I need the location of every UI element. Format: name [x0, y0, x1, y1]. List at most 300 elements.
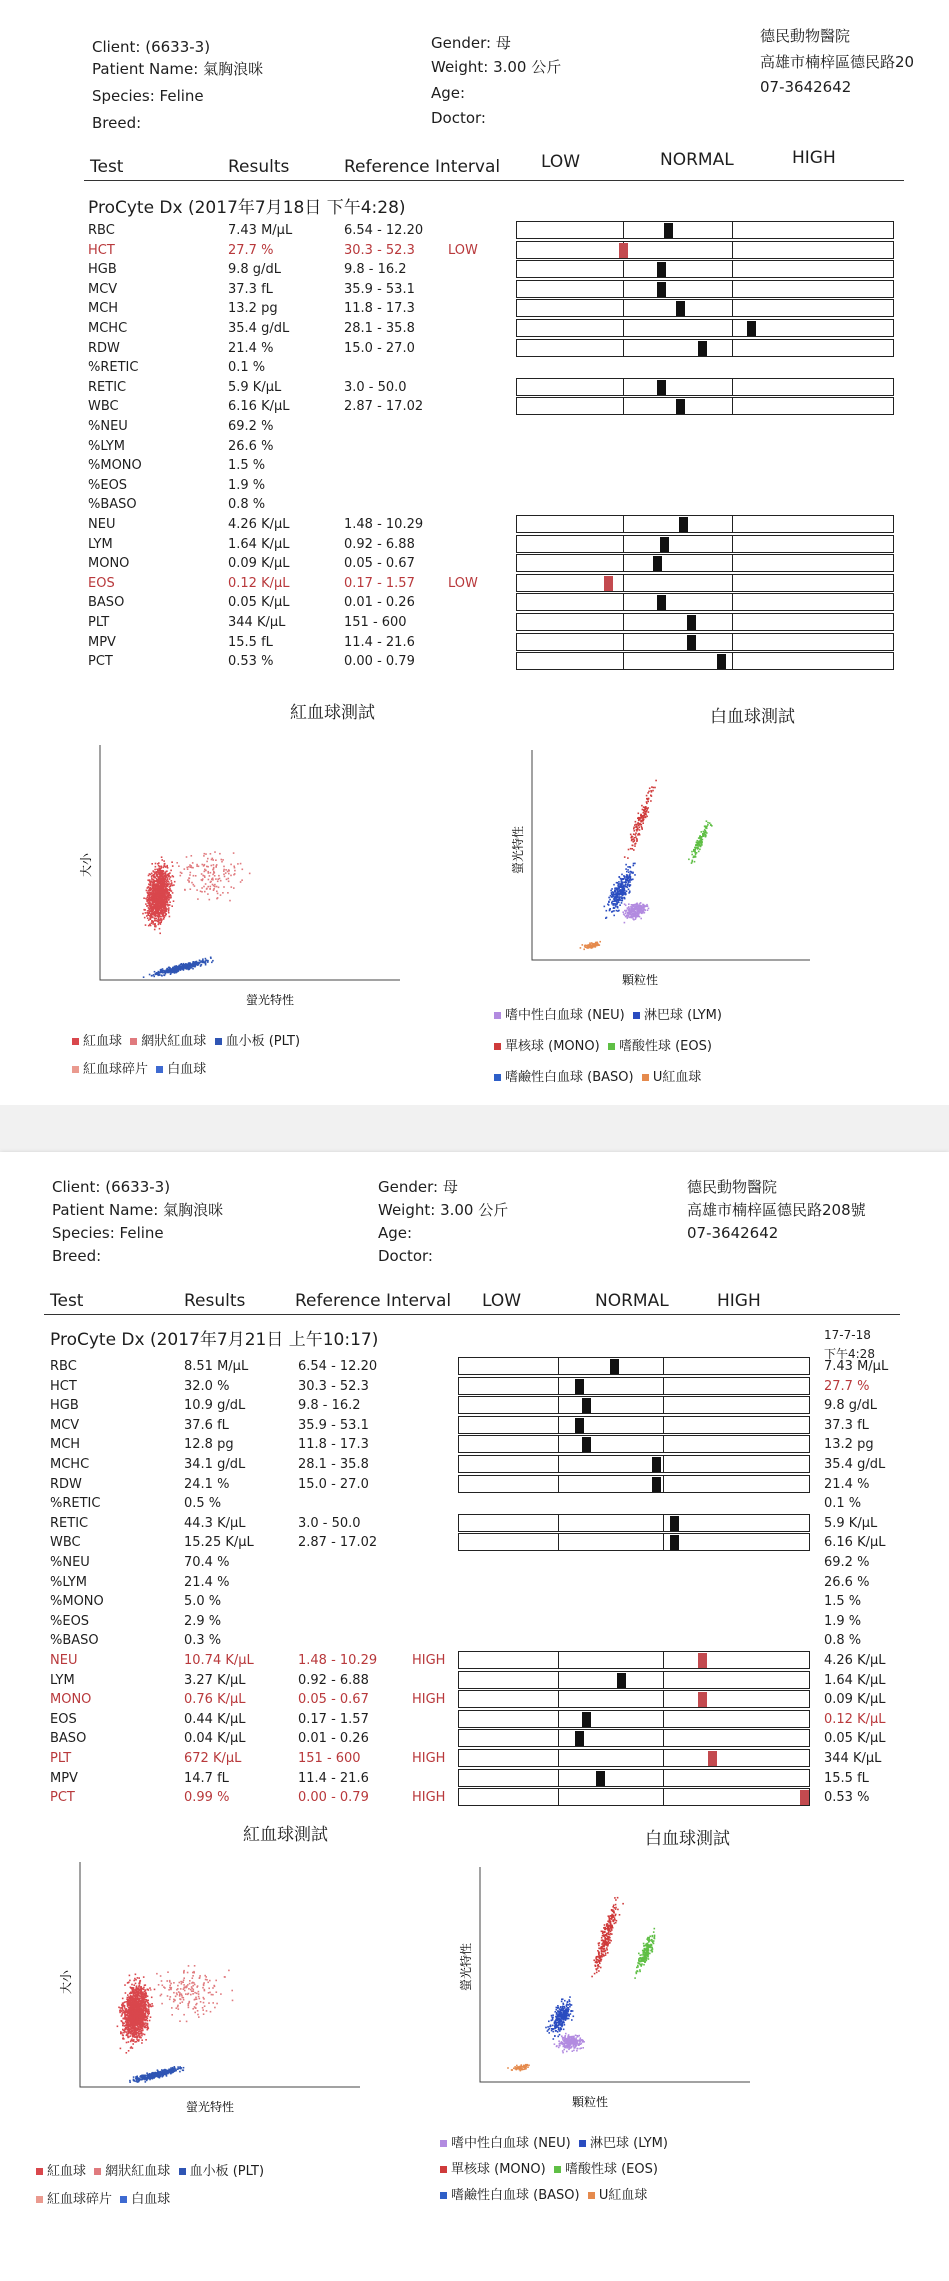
- rbc-plot-title: 紅血球測試: [290, 703, 375, 723]
- test-result: 12.8 pg: [184, 1437, 234, 1453]
- test-result: 69.2 %: [228, 419, 274, 434]
- test-result: 9.8 g/dL: [228, 262, 281, 278]
- range-bar: [458, 1396, 810, 1414]
- test-result: 5.0 %: [184, 1594, 222, 1610]
- legend-lym: 淋巴球 (LYM): [633, 1008, 722, 1023]
- test-result: 1.9 %: [228, 477, 266, 493]
- range-bar: [458, 1749, 810, 1767]
- clinic-phone: 07-3642642: [760, 78, 852, 96]
- test-result: 0.1 %: [228, 360, 266, 376]
- species: Species: Feline: [52, 1224, 164, 1242]
- previous-result: 9.8 g/dL: [824, 1398, 877, 1414]
- col-low: LOW: [482, 1291, 522, 1311]
- retic-cluster: [150, 1965, 233, 2022]
- test-name: MCHC: [50, 1457, 90, 1472]
- flag-label: HIGH: [412, 1653, 446, 1668]
- test-result: 0.8 %: [228, 497, 266, 513]
- test-name: WBC: [88, 399, 119, 415]
- reference-interval: 11.8 - 17.3: [344, 301, 415, 317]
- rbc-legend-2: [36, 2188, 170, 2207]
- reference-interval: 11.4 - 21.6: [344, 634, 415, 650]
- table-row: [88, 438, 948, 456]
- x-axis-label: 顆粒性: [571, 2095, 609, 2109]
- test-result: 15.25 K/μL: [184, 1535, 254, 1551]
- range-bar: [458, 1377, 810, 1395]
- y-axis-label: 螢光特性: [511, 825, 525, 875]
- value-marker: [575, 1379, 584, 1394]
- rbc-legend: [36, 2160, 264, 2179]
- test-name: LYM: [50, 1672, 75, 1688]
- test-name: WBC: [50, 1535, 81, 1551]
- previous-result: 0.1 %: [824, 1496, 862, 1512]
- col-high: HIGH: [792, 148, 836, 168]
- test-result: 1.5 %: [228, 458, 266, 474]
- value-marker: [747, 321, 756, 336]
- legend-frag: 紅血球碎片: [72, 1062, 148, 1077]
- value-marker: [679, 517, 688, 532]
- reference-interval: 6.54 - 12.20: [344, 223, 424, 238]
- test-result: 0.12 K/μL: [228, 575, 290, 591]
- previous-result: 0.09 K/μL: [824, 1692, 886, 1708]
- abnormal-marker: [708, 1751, 717, 1766]
- test-name: HCT: [50, 1378, 77, 1394]
- table-row: [88, 457, 948, 475]
- reference-interval: 9.8 - 16.2: [298, 1398, 361, 1414]
- wbc-plot-title: 白血球測試: [645, 1829, 730, 1849]
- test-name: MCHC: [88, 321, 128, 336]
- test-result: 5.9 K/μL: [228, 379, 282, 395]
- x-axis-label: 顆粒性: [621, 973, 659, 987]
- reference-interval: 0.92 - 6.88: [344, 536, 415, 552]
- eos-cluster: [688, 820, 713, 864]
- value-marker: [657, 262, 666, 277]
- test-name: HGB: [88, 262, 117, 278]
- value-marker: [657, 282, 666, 297]
- col-test: Test: [50, 1291, 84, 1311]
- age: Age:: [378, 1224, 413, 1242]
- x-axis-label: 螢光特性: [185, 2100, 235, 2114]
- test-name: RDW: [88, 340, 120, 356]
- legend-retic: 網狀紅血球: [94, 2164, 170, 2179]
- value-marker: [610, 1359, 619, 1374]
- rbc-scatter-plot: [40, 1852, 370, 2132]
- table-row: [50, 1495, 910, 1513]
- value-marker: [717, 654, 726, 669]
- test-name: %BASO: [88, 497, 137, 513]
- range-bar: [458, 1416, 810, 1434]
- retic-cluster: [168, 851, 250, 901]
- rbc-plot-title: 紅血球測試: [243, 1825, 328, 1845]
- clinic-phone: 07-3642642: [687, 1224, 779, 1242]
- value-marker: [575, 1731, 584, 1746]
- range-bar: [516, 280, 894, 298]
- test-result: 37.3 fL: [228, 281, 273, 297]
- col-results: Results: [184, 1291, 246, 1311]
- test-result: 32.0 %: [184, 1378, 230, 1394]
- value-marker: [664, 223, 673, 238]
- test-name: PLT: [50, 1751, 72, 1766]
- page-gap: [0, 1105, 949, 1152]
- legend-retic: 網狀紅血球: [130, 1034, 206, 1049]
- test-name: MCV: [88, 281, 118, 297]
- clinic-name: 德民動物醫院: [760, 27, 851, 45]
- neu-cluster: [622, 902, 649, 923]
- legend-baso: 嗜鹼性白血球 (BASO): [440, 2188, 580, 2203]
- table-row: [50, 1632, 910, 1650]
- test-result: 70.4 %: [184, 1555, 230, 1570]
- test-name: PLT: [88, 615, 110, 630]
- reference-interval: 0.92 - 6.88: [298, 1672, 369, 1688]
- value-marker: [687, 615, 696, 630]
- range-bar: [516, 221, 894, 239]
- test-name: RBC: [50, 1359, 77, 1374]
- report-page-2: [0, 1152, 949, 2281]
- wbc-legend-2: [440, 2158, 658, 2177]
- abnormal-marker: [619, 243, 628, 258]
- test-name: HCT: [88, 242, 115, 258]
- table-row: [88, 496, 948, 514]
- range-bar: [458, 1475, 810, 1493]
- client-label: Client: (6633-3): [52, 1178, 171, 1196]
- lym-cluster: [545, 1996, 574, 2040]
- previous-result: 1.5 %: [824, 1594, 862, 1610]
- col-test: Test: [90, 157, 124, 177]
- test-name: PCT: [88, 654, 113, 670]
- wbc-plot-title: 白血球測試: [710, 707, 795, 727]
- test-name: PCT: [50, 1790, 75, 1806]
- legend-urbc: U紅血球: [642, 1070, 702, 1085]
- value-marker: [676, 399, 685, 414]
- reference-interval: 35.9 - 53.1: [298, 1417, 369, 1433]
- test-result: 2.9 %: [184, 1613, 222, 1629]
- range-bar: [516, 633, 894, 651]
- test-name: %EOS: [88, 477, 128, 493]
- test-result: 0.76 K/μL: [184, 1692, 246, 1708]
- reference-interval: 0.17 - 1.57: [344, 575, 415, 591]
- test-result: 0.99 %: [184, 1790, 230, 1806]
- test-name: HGB: [50, 1398, 79, 1414]
- reference-interval: 1.48 - 10.29: [298, 1653, 378, 1668]
- test-result: 7.43 M/μL: [228, 223, 293, 238]
- reference-interval: 0.00 - 0.79: [344, 654, 415, 670]
- rbc-legend-2: [72, 1058, 206, 1077]
- range-bar: [458, 1533, 810, 1551]
- test-name: %MONO: [88, 458, 142, 474]
- legend-plt: 血小板 (PLT): [179, 2164, 265, 2179]
- flag-label: HIGH: [412, 1751, 446, 1766]
- legend-neu: 嗜中性白血球 (NEU): [440, 2136, 571, 2151]
- header-divider: [44, 1314, 900, 1315]
- reference-interval: 0.00 - 0.79: [298, 1790, 369, 1806]
- previous-result: 26.6 %: [824, 1574, 870, 1590]
- plot-axes: [80, 1862, 360, 2087]
- reference-interval: 9.8 - 16.2: [344, 262, 407, 278]
- range-bar: [516, 339, 894, 357]
- gender: Gender: 母: [431, 34, 511, 52]
- legend-neu: 嗜中性白血球 (NEU): [494, 1008, 625, 1023]
- reference-interval: 15.0 - 27.0: [298, 1476, 369, 1492]
- test-name: MONO: [88, 556, 130, 572]
- test-name: MPV: [88, 634, 116, 650]
- reference-interval: 28.1 - 35.8: [344, 321, 415, 336]
- clinic-name: 德民動物醫院: [687, 1178, 778, 1196]
- range-bar: [458, 1671, 810, 1689]
- test-name: MONO: [50, 1692, 92, 1708]
- col-low: LOW: [541, 152, 581, 172]
- test-result: 15.5 fL: [228, 634, 273, 650]
- test-name: MPV: [50, 1770, 78, 1786]
- table-row: [88, 477, 948, 495]
- test-name: %LYM: [50, 1574, 88, 1590]
- value-marker: [596, 1771, 605, 1786]
- clinic-address: 高雄市楠梓區德民路208號: [687, 1201, 866, 1219]
- test-name: %RETIC: [88, 360, 139, 376]
- previous-result: 37.3 fL: [824, 1417, 869, 1433]
- col-normal: NORMAL: [660, 150, 734, 170]
- reference-interval: 3.0 - 50.0: [298, 1515, 361, 1531]
- value-marker: [670, 1516, 679, 1531]
- breed: Breed:: [52, 1247, 102, 1265]
- wbc-scatter-plot: [440, 1857, 760, 2122]
- abnormal-marker: [604, 576, 613, 591]
- col-reference: Reference Interval: [295, 1291, 452, 1311]
- test-result: 6.16 K/μL: [228, 399, 290, 415]
- legend-rbc: 紅血球: [72, 1034, 122, 1049]
- legend-eos: 嗜酸性球 (EOS): [554, 2162, 658, 2177]
- abnormal-marker: [698, 1653, 707, 1668]
- test-result: 10.9 g/dL: [184, 1398, 246, 1414]
- table-row: [50, 1613, 910, 1631]
- table-row: [50, 1554, 910, 1572]
- test-name: BASO: [88, 595, 125, 611]
- previous-result: 344 K/μL: [824, 1751, 882, 1766]
- age: Age:: [431, 84, 466, 102]
- previous-result: 15.5 fL: [824, 1770, 869, 1786]
- value-marker: [575, 1418, 584, 1433]
- test-name: RDW: [50, 1476, 82, 1492]
- flag-label: LOW: [448, 242, 478, 258]
- rbc-cluster: [117, 1974, 156, 2054]
- range-bar: [516, 593, 894, 611]
- mono-cluster: [624, 780, 657, 859]
- value-marker: [617, 1673, 626, 1688]
- reference-interval: 151 - 600: [344, 615, 407, 630]
- range-bar: [458, 1357, 810, 1375]
- test-name: BASO: [50, 1731, 87, 1747]
- previous-result: 0.53 %: [824, 1790, 870, 1806]
- col-reference: Reference Interval: [344, 157, 501, 177]
- legend-eos: 嗜酸性球 (EOS): [608, 1039, 712, 1054]
- reference-interval: 151 - 600: [298, 1751, 361, 1766]
- doctor: Doctor:: [431, 109, 486, 127]
- analyzer-title: ProCyte Dx (2017年7月21日 上午10:17): [50, 1330, 379, 1350]
- value-marker: [653, 556, 662, 571]
- col-high: HIGH: [717, 1291, 761, 1311]
- range-bar: [516, 515, 894, 533]
- col-normal: NORMAL: [595, 1291, 669, 1311]
- range-bar: [458, 1690, 810, 1708]
- y-axis-label: 螢光特性: [459, 1942, 473, 1992]
- value-marker: [652, 1477, 661, 1492]
- test-result: 37.6 fL: [184, 1417, 229, 1433]
- previous-result: 0.8 %: [824, 1633, 862, 1649]
- weight: Weight: 3.00 公斤: [378, 1201, 509, 1219]
- client-label: Client: (6633-3): [92, 38, 211, 56]
- flag-label: HIGH: [412, 1790, 446, 1806]
- y-axis-label: 大小: [79, 852, 93, 878]
- legend-rbc: 紅血球: [36, 2164, 86, 2179]
- rbc-scatter-plot: [60, 735, 410, 1020]
- test-result: 3.27 K/μL: [184, 1672, 246, 1688]
- range-bar: [516, 535, 894, 553]
- value-marker: [652, 1457, 661, 1472]
- breed: Breed:: [92, 114, 142, 132]
- table-row: [50, 1593, 910, 1611]
- previous-result: 1.9 %: [824, 1613, 862, 1629]
- patient-name: Patient Name: 氣胸浪咪: [52, 1201, 224, 1219]
- flag-label: LOW: [448, 575, 478, 591]
- flag-label: HIGH: [412, 1692, 446, 1708]
- y-axis-label: 大小: [59, 1969, 73, 1995]
- wbc-legend-1: [440, 2132, 668, 2151]
- plt-cluster: [143, 957, 214, 979]
- range-bar: [516, 554, 894, 572]
- doctor: Doctor:: [378, 1247, 433, 1265]
- test-result: 21.4 %: [184, 1574, 230, 1590]
- table-row: [88, 418, 948, 436]
- reference-interval: 2.87 - 17.02: [344, 399, 424, 415]
- weight: Weight: 3.00 公斤: [431, 58, 562, 76]
- test-name: RETIC: [50, 1515, 89, 1531]
- reference-interval: 35.9 - 53.1: [344, 281, 415, 297]
- range-bar: [516, 319, 894, 337]
- plot-axes: [100, 745, 400, 980]
- reference-interval: 0.01 - 0.26: [344, 595, 415, 611]
- test-name: %NEU: [50, 1555, 90, 1570]
- value-marker: [582, 1437, 591, 1452]
- legend-wbc: 白血球: [120, 2192, 170, 2207]
- legend-lym: 淋巴球 (LYM): [579, 2136, 668, 2151]
- test-result: 44.3 K/μL: [184, 1515, 246, 1531]
- test-result: 24.1 %: [184, 1476, 230, 1492]
- value-marker: [698, 341, 707, 356]
- reference-interval: 30.3 - 52.3: [344, 242, 415, 258]
- wbc-legend-3: [494, 1066, 701, 1085]
- test-result: 27.7 %: [228, 242, 274, 258]
- test-name: EOS: [50, 1711, 77, 1727]
- test-result: 14.7 fL: [184, 1770, 229, 1786]
- legend-frag: 紅血球碎片: [36, 2192, 112, 2207]
- legend-plt: 血小板 (PLT): [215, 1034, 301, 1049]
- test-name: RETIC: [88, 379, 127, 395]
- previous-result: 6.16 K/μL: [824, 1535, 886, 1551]
- wbc-legend-2: [494, 1035, 712, 1054]
- test-result: 10.74 K/μL: [184, 1653, 254, 1668]
- legend-urbc: U紅血球: [588, 2188, 648, 2203]
- reference-interval: 2.87 - 17.02: [298, 1535, 378, 1551]
- range-bar: [458, 1514, 810, 1532]
- test-result: 21.4 %: [228, 340, 274, 356]
- previous-result: 35.4 g/dL: [824, 1457, 886, 1472]
- value-marker: [687, 635, 696, 650]
- test-result: 35.4 g/dL: [228, 321, 290, 336]
- x-axis-label: 螢光特性: [245, 993, 295, 1007]
- eos-cluster: [634, 1928, 655, 1979]
- previous-result: 0.12 K/μL: [824, 1711, 886, 1727]
- test-result: 8.51 M/μL: [184, 1359, 249, 1374]
- test-result: 344 K/μL: [228, 615, 286, 630]
- report-page-1: [0, 0, 949, 1105]
- reference-interval: 0.05 - 0.67: [298, 1692, 369, 1708]
- reference-interval: 11.8 - 17.3: [298, 1437, 369, 1453]
- test-result: 672 K/μL: [184, 1751, 242, 1766]
- test-result: 0.04 K/μL: [184, 1731, 246, 1747]
- previous-result: 7.43 M/μL: [824, 1359, 889, 1374]
- test-name: %BASO: [50, 1633, 99, 1649]
- urbc-cluster: [580, 941, 601, 950]
- range-bar: [458, 1769, 810, 1787]
- urbc-cluster: [507, 2064, 530, 2072]
- reference-interval: 30.3 - 52.3: [298, 1378, 369, 1394]
- test-result: 0.5 %: [184, 1496, 222, 1512]
- legend-baso: 嗜鹼性白血球 (BASO): [494, 1070, 634, 1085]
- value-marker: [657, 380, 666, 395]
- value-marker: [676, 301, 685, 316]
- test-name: MCV: [50, 1417, 80, 1433]
- test-name: %NEU: [88, 419, 128, 434]
- species: Species: Feline: [92, 87, 204, 105]
- range-bar: [516, 260, 894, 278]
- header-divider: [84, 180, 904, 181]
- rbc-legend: [72, 1030, 300, 1049]
- range-bar: [458, 1729, 810, 1747]
- test-name: NEU: [88, 517, 116, 532]
- previous-time: 下午4:28: [824, 1347, 875, 1361]
- plot-axes: [532, 750, 810, 960]
- test-result: 0.05 K/μL: [228, 595, 290, 611]
- previous-result: 4.26 K/μL: [824, 1653, 886, 1668]
- col-results: Results: [228, 157, 290, 177]
- mono-cluster: [591, 1897, 624, 1977]
- test-name: LYM: [88, 536, 113, 552]
- range-bar: [458, 1435, 810, 1453]
- test-result: 34.1 g/dL: [184, 1457, 246, 1472]
- clinic-address: 高雄市楠梓區德民路20: [760, 53, 915, 71]
- plt-cluster: [129, 2066, 184, 2083]
- abnormal-marker: [800, 1790, 809, 1805]
- range-bar: [458, 1455, 810, 1473]
- plot-axes: [480, 1867, 750, 2082]
- previous-result: 13.2 pg: [824, 1437, 874, 1453]
- test-name: %MONO: [50, 1594, 104, 1610]
- reference-interval: 1.48 - 10.29: [344, 517, 424, 532]
- test-name: %RETIC: [50, 1496, 101, 1512]
- test-result: 1.64 K/μL: [228, 536, 290, 552]
- legend-wbc: 白血球: [156, 1062, 206, 1077]
- range-bar: [516, 613, 894, 631]
- reference-interval: 0.05 - 0.67: [344, 556, 415, 572]
- reference-interval: 0.17 - 1.57: [298, 1711, 369, 1727]
- gender: Gender: 母: [378, 1178, 458, 1196]
- value-marker: [670, 1535, 679, 1550]
- previous-result: 5.9 K/μL: [824, 1515, 878, 1531]
- reference-interval: 11.4 - 21.6: [298, 1770, 369, 1786]
- test-name: NEU: [50, 1653, 78, 1668]
- rbc-cluster: [142, 856, 175, 934]
- test-result: 0.53 %: [228, 654, 274, 670]
- wbc-legend-3: [440, 2184, 647, 2203]
- value-marker: [660, 537, 669, 552]
